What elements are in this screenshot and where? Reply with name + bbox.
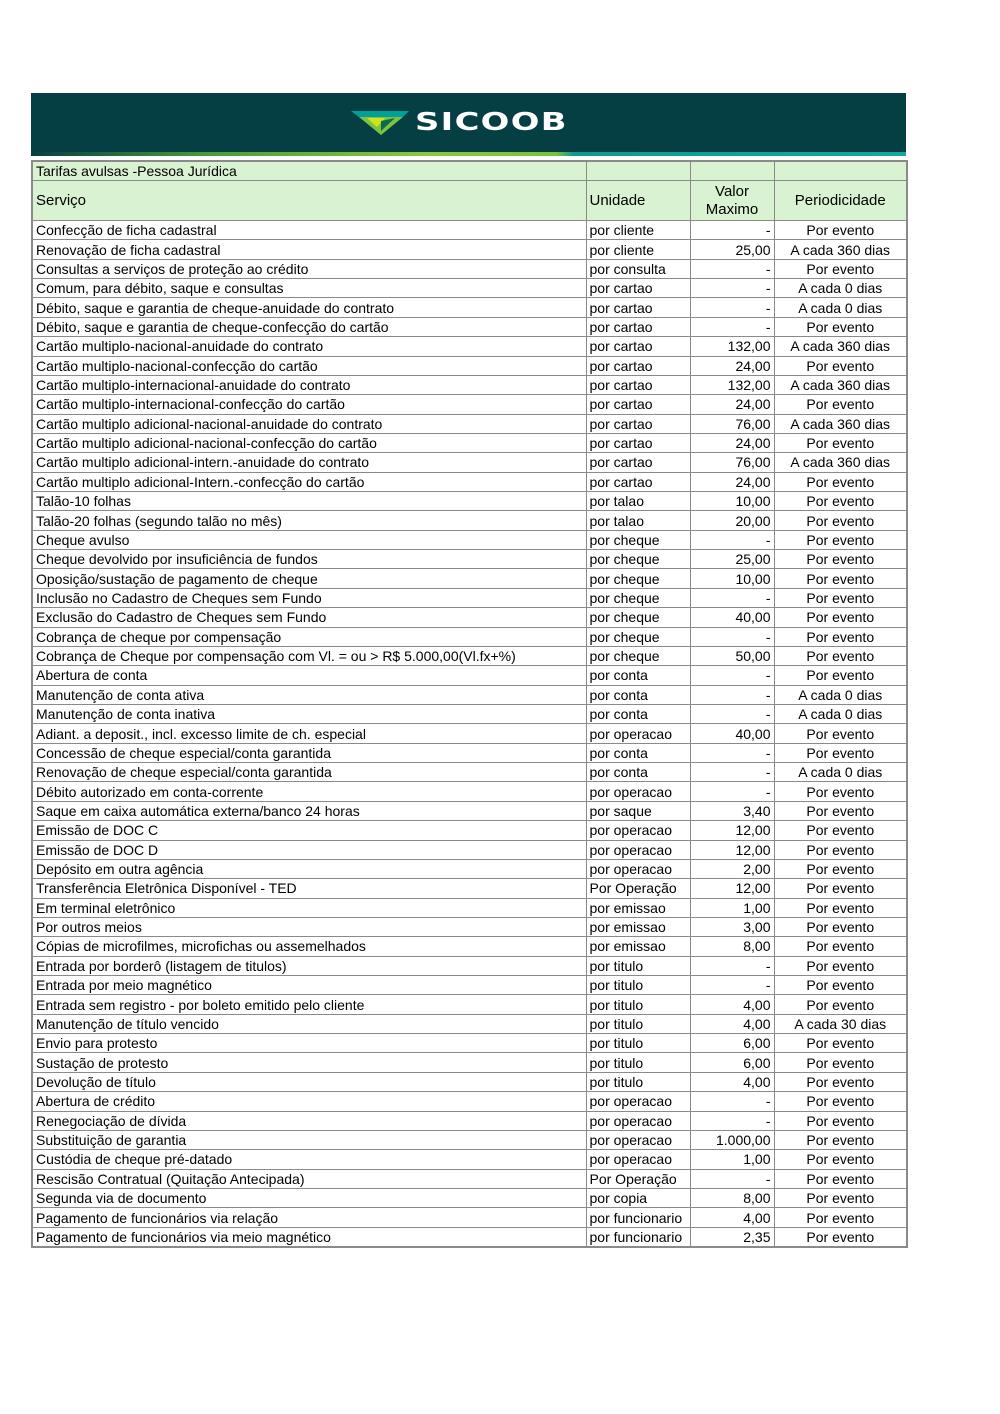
- table-row: [32, 395, 907, 414]
- service-cell: Saque em caixa automática externa/banco 24 horas: [32, 801, 586, 820]
- sicoob-logo: [351, 107, 568, 136]
- unit-cell: por cartao: [586, 317, 690, 336]
- periodicity-cell: Por evento: [774, 666, 907, 685]
- unit-cell: por cartao: [586, 395, 690, 414]
- service-cell: Abertura de crédito: [32, 1092, 586, 1111]
- periodicity-cell: A cada 0 dias: [774, 763, 907, 782]
- unit-cell: por emissao: [586, 898, 690, 917]
- sicoob-logo-text: SICOOB: [415, 107, 568, 136]
- periodicity-cell: Por evento: [774, 395, 907, 414]
- max-value-cell: 3,40: [690, 801, 774, 820]
- unit-cell: por emissao: [586, 917, 690, 936]
- table-row: [32, 608, 907, 627]
- header-unidade: Unidade: [586, 181, 690, 221]
- table-row: [32, 1034, 907, 1053]
- service-cell: Cheque devolvido por insuficiência de fundos: [32, 550, 586, 569]
- periodicity-cell: Por evento: [774, 801, 907, 820]
- unit-cell: por talao: [586, 492, 690, 511]
- table-row: [32, 569, 907, 588]
- table-row: [32, 492, 907, 511]
- unit-cell: por cliente: [586, 240, 690, 259]
- service-cell: Manutenção de conta inativa: [32, 704, 586, 723]
- max-value-cell: 1,00: [690, 898, 774, 917]
- service-cell: Exclusão do Cadastro de Cheques sem Fundo: [32, 608, 586, 627]
- table-row: [32, 840, 907, 859]
- periodicity-cell: Por evento: [774, 1227, 907, 1247]
- max-value-cell: 4,00: [690, 995, 774, 1014]
- max-value-cell: -: [690, 588, 774, 607]
- table-row: [32, 976, 907, 995]
- service-cell: Renegociação de dívida: [32, 1111, 586, 1130]
- max-value-cell: 76,00: [690, 414, 774, 433]
- service-cell: Substituição de garantia: [32, 1130, 586, 1149]
- max-value-cell: -: [690, 763, 774, 782]
- table-row: [32, 898, 907, 917]
- service-cell: Comum, para débito, saque e consultas: [32, 279, 586, 298]
- table-row: [32, 685, 907, 704]
- max-value-cell: -: [690, 782, 774, 801]
- table-row: [32, 937, 907, 956]
- service-cell: Confecção de ficha cadastral: [32, 221, 586, 240]
- periodicity-cell: A cada 360 dias: [774, 453, 907, 472]
- max-value-cell: -: [690, 259, 774, 278]
- unit-cell: por titulo: [586, 976, 690, 995]
- table-row: [32, 298, 907, 317]
- table-row: [32, 956, 907, 975]
- table-row: [32, 879, 907, 898]
- service-cell: Cartão multiplo adicional-nacional-confecção do cartão: [32, 433, 586, 452]
- max-value-cell: 25,00: [690, 240, 774, 259]
- table-row: [32, 1111, 907, 1130]
- service-cell: Emissão de DOC D: [32, 840, 586, 859]
- periodicity-cell: Por evento: [774, 569, 907, 588]
- periodicity-cell: A cada 360 dias: [774, 375, 907, 394]
- service-cell: Entrada por borderô (listagem de titulos): [32, 956, 586, 975]
- max-value-cell: 76,00: [690, 453, 774, 472]
- periodicity-cell: Por evento: [774, 472, 907, 491]
- periodicity-cell: Por evento: [774, 221, 907, 240]
- unit-cell: por titulo: [586, 1014, 690, 1033]
- header-stripe: [31, 152, 906, 156]
- service-cell: Cartão multiplo adicional-Intern.-confecção do cartão: [32, 472, 586, 491]
- periodicity-cell: Por evento: [774, 492, 907, 511]
- unit-cell: por operacao: [586, 782, 690, 801]
- header-valor-maximo: [690, 181, 774, 221]
- empty-cell: [586, 161, 690, 181]
- sicoob-header-banner: [31, 93, 906, 156]
- service-cell: Em terminal eletrônico: [32, 898, 586, 917]
- max-value-cell: -: [690, 1092, 774, 1111]
- periodicity-cell: Por evento: [774, 743, 907, 762]
- unit-cell: por cheque: [586, 550, 690, 569]
- max-value-cell: 20,00: [690, 511, 774, 530]
- periodicity-cell: Por evento: [774, 627, 907, 646]
- table-row: [32, 221, 907, 240]
- table-row: [32, 356, 907, 375]
- max-value-cell: 10,00: [690, 569, 774, 588]
- service-cell: Segunda via de documento: [32, 1188, 586, 1207]
- service-cell: Rescisão Contratual (Quitação Antecipada): [32, 1169, 586, 1188]
- periodicity-cell: Por evento: [774, 588, 907, 607]
- table-row: [32, 240, 907, 259]
- table-row: [32, 1150, 907, 1169]
- max-value-cell: -: [690, 743, 774, 762]
- header-valor-line2: Maximo: [705, 200, 759, 218]
- unit-cell: por titulo: [586, 1053, 690, 1072]
- service-cell: Renovação de cheque especial/conta garantida: [32, 763, 586, 782]
- periodicity-cell: Por evento: [774, 1034, 907, 1053]
- service-cell: Cartão multiplo-internacional-confecção do cartão: [32, 395, 586, 414]
- max-value-cell: 1,00: [690, 1150, 774, 1169]
- service-cell: Abertura de conta: [32, 666, 586, 685]
- max-value-cell: -: [690, 279, 774, 298]
- table-row: [32, 782, 907, 801]
- service-cell: Custódia de cheque pré-datado: [32, 1150, 586, 1169]
- unit-cell: por titulo: [586, 956, 690, 975]
- periodicity-cell: Por evento: [774, 1130, 907, 1149]
- table-row: [32, 743, 907, 762]
- max-value-cell: 10,00: [690, 492, 774, 511]
- unit-cell: por cheque: [586, 569, 690, 588]
- periodicity-cell: Por evento: [774, 976, 907, 995]
- service-cell: Depósito em outra agência: [32, 859, 586, 878]
- max-value-cell: 25,00: [690, 550, 774, 569]
- periodicity-cell: Por evento: [774, 550, 907, 569]
- periodicity-cell: Por evento: [774, 782, 907, 801]
- periodicity-cell: Por evento: [774, 1092, 907, 1111]
- table-row: [32, 530, 907, 549]
- max-value-cell: 2,00: [690, 859, 774, 878]
- max-value-cell: 24,00: [690, 356, 774, 375]
- service-cell: Consultas a serviços de proteção ao crédito: [32, 259, 586, 278]
- service-cell: Oposição/sustação de pagamento de cheque: [32, 569, 586, 588]
- periodicity-cell: Por evento: [774, 1150, 907, 1169]
- max-value-cell: -: [690, 221, 774, 240]
- max-value-cell: 12,00: [690, 879, 774, 898]
- table-row: [32, 414, 907, 433]
- header-periodicidade: Periodicidade: [774, 181, 907, 221]
- unit-cell: por funcionario: [586, 1208, 690, 1227]
- periodicity-cell: Por evento: [774, 821, 907, 840]
- table-row: [32, 627, 907, 646]
- periodicity-cell: A cada 0 dias: [774, 704, 907, 723]
- periodicity-cell: Por evento: [774, 1188, 907, 1207]
- table-row: [32, 1169, 907, 1188]
- unit-cell: por cartao: [586, 433, 690, 452]
- service-cell: Talão-20 folhas (segundo talão no mês): [32, 511, 586, 530]
- empty-cell: [774, 161, 907, 181]
- unit-cell: por operacao: [586, 1130, 690, 1149]
- unit-cell: por titulo: [586, 995, 690, 1014]
- table-title: Tarifas avulsas -Pessoa Jurídica: [32, 161, 586, 181]
- periodicity-cell: Por evento: [774, 956, 907, 975]
- periodicity-cell: A cada 360 dias: [774, 414, 907, 433]
- table-row: [32, 588, 907, 607]
- unit-cell: por talao: [586, 511, 690, 530]
- table-row: [32, 995, 907, 1014]
- unit-cell: por cartao: [586, 337, 690, 356]
- max-value-cell: 12,00: [690, 840, 774, 859]
- table-row: [32, 259, 907, 278]
- service-cell: Manutenção de título vencido: [32, 1014, 586, 1033]
- service-cell: Emissão de DOC C: [32, 821, 586, 840]
- service-cell: Débito, saque e garantia de cheque-anuidade do contrato: [32, 298, 586, 317]
- unit-cell: por operacao: [586, 859, 690, 878]
- unit-cell: por copia: [586, 1188, 690, 1207]
- periodicity-cell: Por evento: [774, 898, 907, 917]
- unit-cell: por emissao: [586, 937, 690, 956]
- unit-cell: por conta: [586, 666, 690, 685]
- max-value-cell: -: [690, 666, 774, 685]
- service-cell: Débito autorizado em conta-corrente: [32, 782, 586, 801]
- unit-cell: por cheque: [586, 608, 690, 627]
- unit-cell: por cheque: [586, 646, 690, 665]
- table-row: [32, 821, 907, 840]
- max-value-cell: 50,00: [690, 646, 774, 665]
- max-value-cell: 8,00: [690, 1188, 774, 1207]
- service-cell: Débito, saque e garantia de cheque-confecção do cartão: [32, 317, 586, 336]
- max-value-cell: -: [690, 1111, 774, 1130]
- table-row: [32, 511, 907, 530]
- table-row: [32, 666, 907, 685]
- periodicity-cell: Por evento: [774, 608, 907, 627]
- unit-cell: Por Operação: [586, 879, 690, 898]
- max-value-cell: 1.000,00: [690, 1130, 774, 1149]
- table-row: [32, 472, 907, 491]
- periodicity-cell: A cada 30 dias: [774, 1014, 907, 1033]
- periodicity-cell: Por evento: [774, 511, 907, 530]
- periodicity-cell: Por evento: [774, 356, 907, 375]
- max-value-cell: 132,00: [690, 337, 774, 356]
- table-row: [32, 859, 907, 878]
- table-title-row: [32, 161, 907, 181]
- service-cell: Envio para protesto: [32, 1034, 586, 1053]
- periodicity-cell: Por evento: [774, 1111, 907, 1130]
- unit-cell: por cheque: [586, 530, 690, 549]
- max-value-cell: -: [690, 704, 774, 723]
- max-value-cell: 132,00: [690, 375, 774, 394]
- table-row: [32, 433, 907, 452]
- max-value-cell: 12,00: [690, 821, 774, 840]
- service-cell: Entrada por meio magnético: [32, 976, 586, 995]
- service-cell: Inclusão no Cadastro de Cheques sem Fundo: [32, 588, 586, 607]
- table-row: [32, 1188, 907, 1207]
- unit-cell: por operacao: [586, 1150, 690, 1169]
- service-cell: Concessão de cheque especial/conta garantida: [32, 743, 586, 762]
- unit-cell: por titulo: [586, 1072, 690, 1091]
- max-value-cell: -: [690, 530, 774, 549]
- periodicity-cell: Por evento: [774, 259, 907, 278]
- periodicity-cell: Por evento: [774, 1053, 907, 1072]
- periodicity-cell: Por evento: [774, 646, 907, 665]
- header-valor-line1: Valor: [715, 182, 749, 200]
- table-row: [32, 453, 907, 472]
- periodicity-cell: A cada 0 dias: [774, 685, 907, 704]
- unit-cell: por saque: [586, 801, 690, 820]
- service-cell: Devolução de título: [32, 1072, 586, 1091]
- periodicity-cell: Por evento: [774, 433, 907, 452]
- unit-cell: por cartao: [586, 279, 690, 298]
- max-value-cell: 24,00: [690, 395, 774, 414]
- periodicity-cell: Por evento: [774, 1072, 907, 1091]
- unit-cell: por cliente: [586, 221, 690, 240]
- table-row: [32, 1130, 907, 1149]
- max-value-cell: -: [690, 956, 774, 975]
- unit-cell: por cartao: [586, 453, 690, 472]
- unit-cell: por consulta: [586, 259, 690, 278]
- max-value-cell: 24,00: [690, 472, 774, 491]
- unit-cell: por cartao: [586, 414, 690, 433]
- periodicity-cell: Por evento: [774, 1169, 907, 1188]
- table-row: [32, 1072, 907, 1091]
- unit-cell: por operacao: [586, 724, 690, 743]
- periodicity-cell: Por evento: [774, 317, 907, 336]
- max-value-cell: 4,00: [690, 1014, 774, 1033]
- empty-cell: [690, 161, 774, 181]
- max-value-cell: 2,35: [690, 1227, 774, 1247]
- service-cell: Cartão multiplo adicional-intern.-anuidade do contrato: [32, 453, 586, 472]
- max-value-cell: 40,00: [690, 608, 774, 627]
- table-row: [32, 724, 907, 743]
- tariffs-table: [31, 160, 908, 1248]
- table-row: [32, 337, 907, 356]
- periodicity-cell: Por evento: [774, 917, 907, 936]
- service-cell: Renovação de ficha cadastral: [32, 240, 586, 259]
- unit-cell: por cheque: [586, 627, 690, 646]
- table-row: [32, 801, 907, 820]
- table-row: [32, 279, 907, 298]
- max-value-cell: -: [690, 685, 774, 704]
- table-row: [32, 550, 907, 569]
- periodicity-cell: Por evento: [774, 859, 907, 878]
- table-row: [32, 1208, 907, 1227]
- unit-cell: por operacao: [586, 1111, 690, 1130]
- unit-cell: por cheque: [586, 588, 690, 607]
- service-cell: Cópias de microfilmes, microfichas ou assemelhados: [32, 937, 586, 956]
- periodicity-cell: Por evento: [774, 937, 907, 956]
- periodicity-cell: Por evento: [774, 1208, 907, 1227]
- max-value-cell: -: [690, 627, 774, 646]
- unit-cell: por operacao: [586, 821, 690, 840]
- periodicity-cell: Por evento: [774, 879, 907, 898]
- max-value-cell: 24,00: [690, 433, 774, 452]
- periodicity-cell: Por evento: [774, 840, 907, 859]
- unit-cell: por cartao: [586, 356, 690, 375]
- service-cell: Transferência Eletrônica Disponível - TED: [32, 879, 586, 898]
- unit-cell: por cartao: [586, 375, 690, 394]
- max-value-cell: -: [690, 317, 774, 336]
- unit-cell: Por Operação: [586, 1169, 690, 1188]
- periodicity-cell: A cada 360 dias: [774, 337, 907, 356]
- service-cell: Cartão multiplo adicional-nacional-anuidade do contrato: [32, 414, 586, 433]
- max-value-cell: 6,00: [690, 1053, 774, 1072]
- table-row: [32, 763, 907, 782]
- periodicity-cell: A cada 0 dias: [774, 298, 907, 317]
- service-cell: Entrada sem registro - por boleto emitido pelo cliente: [32, 995, 586, 1014]
- sicoob-chevron-icon: [351, 109, 409, 135]
- unit-cell: por operacao: [586, 840, 690, 859]
- table-row: [32, 704, 907, 723]
- service-cell: Cartão multiplo-nacional-anuidade do contrato: [32, 337, 586, 356]
- service-cell: Pagamento de funcionários via relação: [32, 1208, 586, 1227]
- periodicity-cell: Por evento: [774, 530, 907, 549]
- service-cell: Cartão multiplo-nacional-confecção do cartão: [32, 356, 586, 375]
- unit-cell: por conta: [586, 743, 690, 762]
- periodicity-cell: Por evento: [774, 995, 907, 1014]
- periodicity-cell: A cada 0 dias: [774, 279, 907, 298]
- max-value-cell: 3,00: [690, 917, 774, 936]
- max-value-cell: -: [690, 298, 774, 317]
- service-cell: Cheque avulso: [32, 530, 586, 549]
- table-header-row: [32, 181, 907, 221]
- service-cell: Cobrança de cheque por compensação: [32, 627, 586, 646]
- max-value-cell: 8,00: [690, 937, 774, 956]
- unit-cell: por conta: [586, 704, 690, 723]
- table-row: [32, 317, 907, 336]
- unit-cell: por funcionario: [586, 1227, 690, 1247]
- max-value-cell: 4,00: [690, 1072, 774, 1091]
- unit-cell: por cartao: [586, 298, 690, 317]
- unit-cell: por conta: [586, 685, 690, 704]
- unit-cell: por operacao: [586, 1092, 690, 1111]
- max-value-cell: -: [690, 976, 774, 995]
- service-cell: Por outros meios: [32, 917, 586, 936]
- table-row: [32, 1227, 907, 1247]
- service-cell: Cobrança de Cheque por compensação com Vl. = ou > R$ 5.000,00(Vl.fx+%): [32, 646, 586, 665]
- table-row: [32, 1053, 907, 1072]
- service-cell: Adiant. a deposit., incl. excesso limite de ch. especial: [32, 724, 586, 743]
- table-row: [32, 1092, 907, 1111]
- table-row: [32, 646, 907, 665]
- header-servico: Serviço: [32, 181, 586, 221]
- service-cell: Sustação de protesto: [32, 1053, 586, 1072]
- table-row: [32, 1014, 907, 1033]
- max-value-cell: 4,00: [690, 1208, 774, 1227]
- periodicity-cell: A cada 360 dias: [774, 240, 907, 259]
- max-value-cell: 40,00: [690, 724, 774, 743]
- table-row: [32, 375, 907, 394]
- service-cell: Manutenção de conta ativa: [32, 685, 586, 704]
- max-value-cell: 6,00: [690, 1034, 774, 1053]
- service-cell: Cartão multiplo-internacional-anuidade do contrato: [32, 375, 586, 394]
- periodicity-cell: Por evento: [774, 724, 907, 743]
- unit-cell: por conta: [586, 763, 690, 782]
- unit-cell: por titulo: [586, 1034, 690, 1053]
- unit-cell: por cartao: [586, 472, 690, 491]
- table-row: [32, 917, 907, 936]
- service-cell: Talão-10 folhas: [32, 492, 586, 511]
- service-cell: Pagamento de funcionários via meio magnético: [32, 1227, 586, 1247]
- max-value-cell: -: [690, 1169, 774, 1188]
